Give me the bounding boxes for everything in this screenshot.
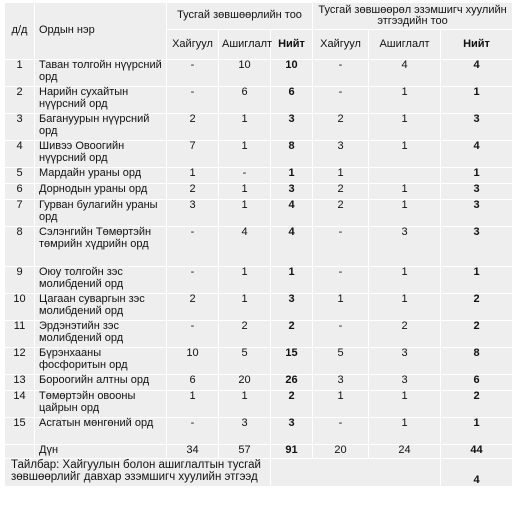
- value-cell: 1: [441, 168, 513, 184]
- value-cell: 3: [167, 200, 219, 227]
- value-cell: 20: [219, 375, 271, 391]
- row-number: 14: [5, 391, 35, 418]
- value-cell: 2: [219, 321, 271, 348]
- table-row: [5, 184, 513, 200]
- total-cell: 44: [441, 445, 513, 459]
- total-cell: 20: [313, 445, 369, 459]
- table-row: [5, 418, 513, 445]
- deposit-name: Оюу толгойн зэс молибдений орд: [35, 267, 167, 294]
- row-number: 15: [5, 418, 35, 445]
- value-cell: 1: [219, 114, 271, 141]
- note-value: 4: [441, 459, 513, 487]
- table-row: [5, 200, 513, 227]
- row-number: 6: [5, 184, 35, 200]
- value-cell: 15: [271, 348, 313, 375]
- value-cell: 3: [369, 227, 441, 267]
- value-cell: 2: [271, 391, 313, 418]
- value-cell: 3: [271, 418, 313, 445]
- row-number: 2: [5, 87, 35, 114]
- value-cell: 3: [441, 227, 513, 267]
- value-cell: 4: [441, 60, 513, 87]
- value-cell: 10: [271, 60, 313, 87]
- deposit-name: Төмөртэйн овооны цайрын орд: [35, 391, 167, 418]
- value-cell: 1: [219, 391, 271, 418]
- table-row: [5, 60, 513, 87]
- row-number: 11: [5, 321, 35, 348]
- value-cell: -: [313, 267, 369, 294]
- row-number: 3: [5, 114, 35, 141]
- value-cell: 1: [369, 418, 441, 445]
- header-dd: д/д: [5, 3, 35, 60]
- value-cell: -: [313, 418, 369, 445]
- value-cell: 1: [369, 267, 441, 294]
- table-row: [5, 348, 513, 375]
- total-label: Дүн: [35, 445, 167, 459]
- row-number: 8: [5, 227, 35, 267]
- value-cell: 1: [271, 267, 313, 294]
- value-cell: 1: [369, 294, 441, 321]
- value-cell: -: [313, 227, 369, 267]
- value-cell: 2: [313, 200, 369, 227]
- header-group-licenses: Тусгай зөвшөөрлийн тоо: [167, 3, 313, 30]
- value-cell: 2: [441, 391, 513, 418]
- value-cell: 1: [441, 87, 513, 114]
- value-cell: 10: [219, 60, 271, 87]
- value-cell: 3: [271, 294, 313, 321]
- value-cell: 1: [219, 141, 271, 168]
- table-row: [5, 114, 513, 141]
- value-cell: 4: [271, 227, 313, 267]
- subheader: Хайгуул: [167, 30, 219, 60]
- deposit-name: Бороогийн алтны орд: [35, 375, 167, 391]
- value-cell: 1: [219, 184, 271, 200]
- table-row: [5, 168, 513, 184]
- subheader: Нийт: [271, 30, 313, 60]
- value-cell: 2: [441, 321, 513, 348]
- value-cell: 5: [219, 348, 271, 375]
- row-number: 9: [5, 267, 35, 294]
- value-cell: 8: [271, 141, 313, 168]
- value-cell: 2: [313, 114, 369, 141]
- subheader: Хайгуул: [313, 30, 369, 60]
- value-cell: 1: [441, 267, 513, 294]
- deposit-name: Цагаан суваргын зэс молибдений орд: [35, 294, 167, 321]
- header-group-holders: Тусгай зөвшөөрөл эзэмшигч хуулийн этгээдийн тоо: [313, 3, 513, 30]
- deposit-name: Шивээ Овоогийн нүүрсний орд: [35, 141, 167, 168]
- value-cell: -: [167, 267, 219, 294]
- table-row: [5, 294, 513, 321]
- deposit-name: Таван толгойн нүүрсний орд: [35, 60, 167, 87]
- table-row: [5, 267, 513, 294]
- deposit-name: Дорнодын ураны орд: [35, 184, 167, 200]
- value-cell: 6: [219, 87, 271, 114]
- value-cell: 1: [219, 294, 271, 321]
- value-cell: 3: [441, 114, 513, 141]
- value-cell: 3: [441, 184, 513, 200]
- total-cell: 57: [219, 445, 271, 459]
- value-cell: -: [313, 321, 369, 348]
- value-cell: 3: [271, 114, 313, 141]
- value-cell: 1: [369, 141, 441, 168]
- note-empty: [271, 459, 441, 487]
- table-row: [5, 227, 513, 267]
- value-cell: 2: [369, 321, 441, 348]
- value-cell: -: [219, 168, 271, 184]
- value-cell: 3: [313, 141, 369, 168]
- value-cell: [369, 168, 441, 184]
- subheader: Ашиглалт: [219, 30, 271, 60]
- value-cell: -: [167, 418, 219, 445]
- table-row: [5, 87, 513, 114]
- note-text: Тайлбар: Хайгуулын болон ашиглалтын тусгай зөвшөөрлийг давхар эзэмшигч хуулийн этгээд: [5, 459, 271, 487]
- deposit-name: Мардайн ураны орд: [35, 168, 167, 184]
- license-table: [4, 2, 513, 487]
- value-cell: 5: [313, 348, 369, 375]
- value-cell: 1: [369, 391, 441, 418]
- row-number: 7: [5, 200, 35, 227]
- deposit-name: Бүрэнхааны фосфоритын орд: [35, 348, 167, 375]
- value-cell: 2: [167, 294, 219, 321]
- value-cell: -: [167, 227, 219, 267]
- value-cell: 2: [313, 184, 369, 200]
- value-cell: 4: [441, 141, 513, 168]
- value-cell: 1: [441, 418, 513, 445]
- value-cell: -: [167, 321, 219, 348]
- value-cell: 2: [441, 294, 513, 321]
- value-cell: 4: [271, 200, 313, 227]
- table-row: [5, 391, 513, 418]
- value-cell: 3: [369, 375, 441, 391]
- deposit-name: Гурван булагийн ураны орд: [35, 200, 167, 227]
- deposit-name: Багануурын нүүрсний орд: [35, 114, 167, 141]
- value-cell: 10: [167, 348, 219, 375]
- header-name: Ордын нэр: [35, 3, 167, 60]
- value-cell: 8: [441, 348, 513, 375]
- total-cell: 24: [369, 445, 441, 459]
- value-cell: 2: [167, 184, 219, 200]
- subheader: Ашиглалт: [369, 30, 441, 60]
- table-row: [5, 321, 513, 348]
- row-number: 1: [5, 60, 35, 87]
- value-cell: -: [167, 60, 219, 87]
- value-cell: 1: [313, 168, 369, 184]
- value-cell: 1: [313, 294, 369, 321]
- value-cell: 3: [441, 200, 513, 227]
- value-cell: 7: [167, 141, 219, 168]
- table-row: [5, 375, 513, 391]
- deposit-name: Нарийн сухайтын нүүрсний орд: [35, 87, 167, 114]
- value-cell: 6: [167, 375, 219, 391]
- value-cell: 6: [271, 87, 313, 114]
- value-cell: -: [313, 60, 369, 87]
- table-row: [5, 141, 513, 168]
- value-cell: 2: [167, 114, 219, 141]
- subheader: Нийт: [441, 30, 513, 60]
- deposit-name: Эрдэнэтийн зэс молибдений орд: [35, 321, 167, 348]
- value-cell: 1: [369, 184, 441, 200]
- row-number: 12: [5, 348, 35, 375]
- value-cell: 1: [167, 391, 219, 418]
- value-cell: 3: [271, 184, 313, 200]
- value-cell: 2: [271, 321, 313, 348]
- row-number: 5: [5, 168, 35, 184]
- value-cell: 4: [369, 60, 441, 87]
- value-cell: -: [313, 87, 369, 114]
- deposit-name: Сэлэнгийн Төмөртэйн төмрийн хүдрийн орд: [35, 227, 167, 267]
- value-cell: 1: [369, 87, 441, 114]
- value-cell: 3: [219, 418, 271, 445]
- value-cell: 6: [441, 375, 513, 391]
- value-cell: 1: [219, 267, 271, 294]
- total-empty: [5, 445, 35, 459]
- value-cell: 3: [369, 348, 441, 375]
- value-cell: 26: [271, 375, 313, 391]
- value-cell: 1: [369, 200, 441, 227]
- row-number: 10: [5, 294, 35, 321]
- value-cell: -: [167, 87, 219, 114]
- value-cell: 3: [313, 375, 369, 391]
- row-number: 4: [5, 141, 35, 168]
- value-cell: 1: [271, 168, 313, 184]
- value-cell: 1: [167, 168, 219, 184]
- value-cell: 4: [219, 227, 271, 267]
- value-cell: 1: [219, 200, 271, 227]
- value-cell: 1: [313, 391, 369, 418]
- total-cell: 91: [271, 445, 313, 459]
- row-number: 13: [5, 375, 35, 391]
- total-cell: 34: [167, 445, 219, 459]
- deposit-name: Асгатын мөнгөний орд: [35, 418, 167, 445]
- value-cell: 1: [369, 114, 441, 141]
